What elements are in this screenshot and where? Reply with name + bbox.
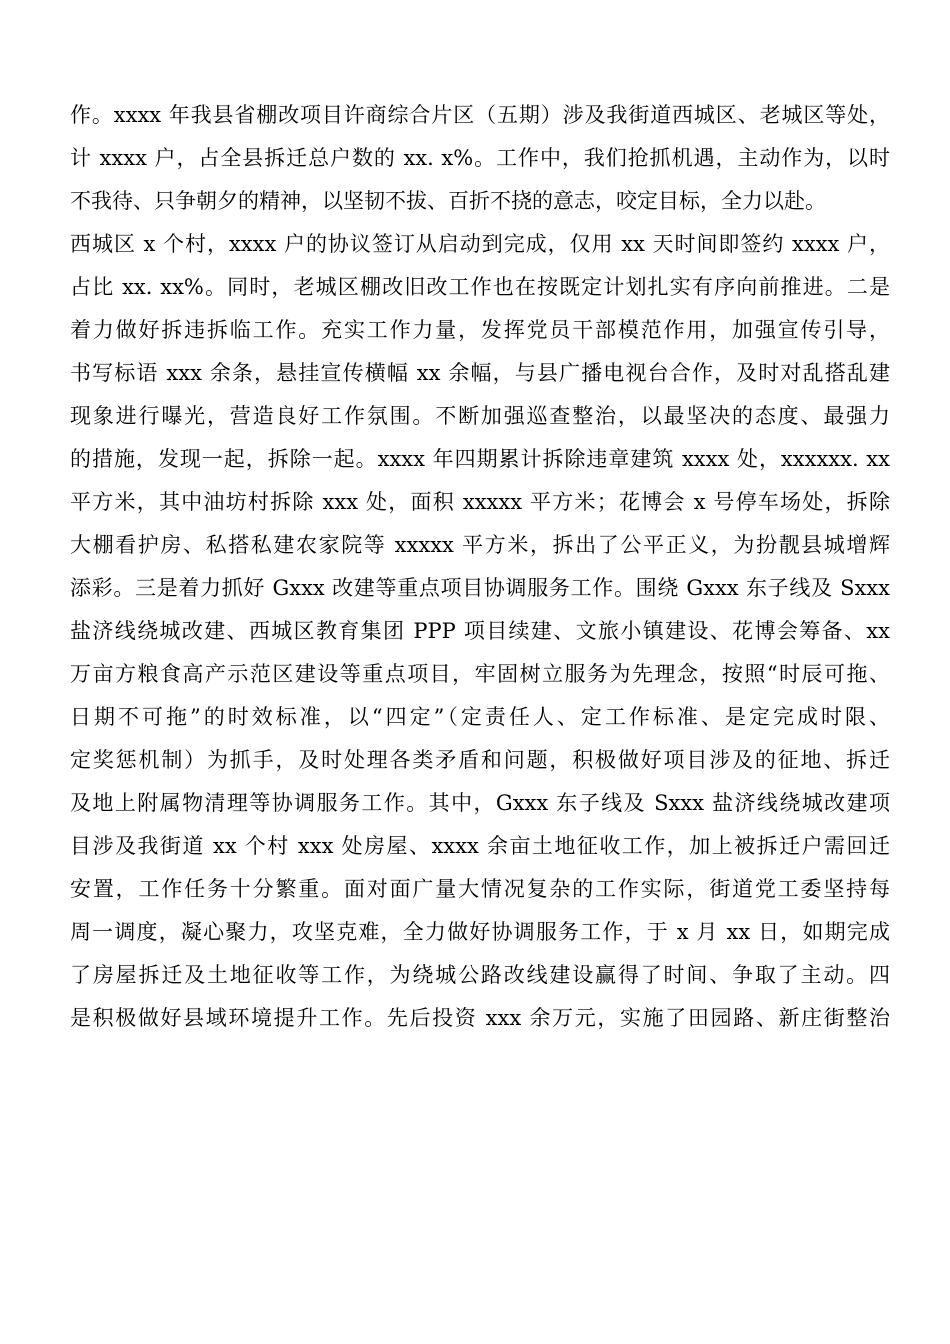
- text-line: 日期不可拖”的时效标准，以“四定”（定责任人、定工作标准、是定完成时限、: [70, 705, 890, 729]
- text-line: 现象进行曝光，营造良好工作氛围。不断加强巡查整治，以最坚决的态度、最强力: [70, 404, 890, 428]
- text-line: 平方米，其中油坊村拆除 xxx 处，面积 xxxxx 平方米；花博会 x 号停车场处，拆除: [70, 490, 890, 514]
- text-line: 占比 xx. xx%。同时，老城区棚改旧改工作也在按既定计划扎实有序向前推进。二是: [70, 275, 890, 299]
- text-line: 万亩方粮食高产示范区建设等重点项目，牢固树立服务为先理念，按照“时辰可拖、: [70, 662, 890, 686]
- text-line: 定奖惩机制）为抓手，及时处理各类矛盾和问题，积极做好项目涉及的征地、拆迁: [70, 748, 890, 772]
- text-line: 了房屋拆迁及土地征收等工作，为绕城公路改线建设赢得了时间、争取了主动。四: [70, 963, 890, 987]
- text-line: 是积极做好县域环境提升工作。先后投资 xxx 余万元，实施了田园路、新庄街整治: [70, 1006, 890, 1030]
- text-line: 盐济线绕城改建、西城区教育集团 PPP 项目续建、文旅小镇建设、花博会筹备、xx: [70, 619, 890, 643]
- document-body: [70, 94, 890, 1040]
- text-line: 西城区 x 个村，xxxx 户的协议签订从启动到完成，仅用 xx 天时间即签约 xxxx 户，: [70, 232, 890, 256]
- text-line: 作。xxxx 年我县省棚改项目许商综合片区（五期）涉及我街道西城区、老城区等处，: [70, 103, 890, 127]
- text-line: 安置，工作任务十分繁重。面对面广量大情况复杂的工作实际，街道党工委坚持每: [70, 877, 890, 901]
- text-line: 添彩。三是着力抓好 Gxxx 改建等重点项目协调服务工作。围绕 Gxxx 东子线及 Sxxx: [70, 576, 890, 600]
- text-line: 着力做好拆违拆临工作。充实工作力量，发挥党员干部模范作用，加强宣传引导，: [70, 318, 890, 342]
- text-line: 目涉及我街道 xx 个村 xxx 处房屋、xxxx 余亩土地征收工作，加上被拆迁户需回迁: [70, 834, 890, 858]
- text-line: 大棚看护房、私搭私建农家院等 xxxxx 平方米，拆出了公平正义，为扮靓县城增辉: [70, 533, 890, 557]
- text-line: 周一调度，凝心聚力，攻坚克难，全力做好协调服务工作，于 x 月 xx 日，如期完成: [70, 920, 890, 944]
- text-line: 书写标语 xxx 余条，悬挂宣传横幅 xx 余幅，与县广播电视台合作，及时对乱搭乱建: [70, 361, 890, 385]
- text-line: 不我待、只争朝夕的精神，以坚韧不拔、百折不挠的意志，咬定目标，全力以赴。: [70, 189, 826, 213]
- text-line: 的措施，发现一起，拆除一起。xxxx 年四期累计拆除违章建筑 xxxx 处，xxxxxx. xx: [70, 447, 890, 471]
- text-line: 及地上附属物清理等协调服务工作。其中，Gxxx 东子线及 Sxxx 盐济线绕城改建项: [70, 791, 890, 815]
- text-line: 计 xxxx 户，占全县拆迁总户数的 xx. x%。工作中，我们抢抓机遇，主动作为，以时: [70, 146, 890, 170]
